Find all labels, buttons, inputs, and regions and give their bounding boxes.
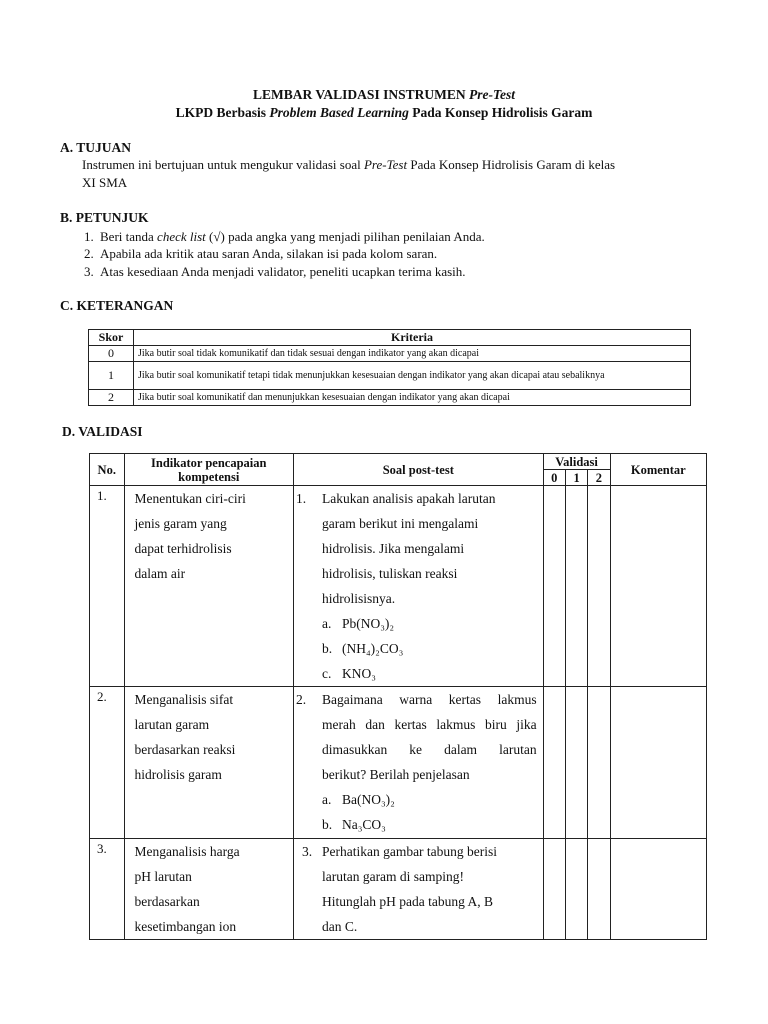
validasi-header-row: [90, 454, 707, 470]
score-cell-0[interactable]: [543, 486, 565, 687]
kriteria-cell: Jika butir soal komunikatif tetapi tidak menunjukkan kesesuaian dengan indikator yang akan dicapai atau sebaliknya: [134, 362, 691, 390]
table-row: [89, 346, 691, 362]
komentar-cell[interactable]: [610, 486, 706, 687]
col-header-validasi: Validasi: [543, 454, 610, 470]
kriteria-cell: Jika butir soal tidak komunikatif dan tidak sesuai dengan indikator yang akan dicapai: [134, 346, 691, 362]
skor-cell: 2: [89, 390, 134, 406]
section-heading-keterangan: C. KETERANGAN: [60, 298, 174, 313]
section-heading-validasi: D. VALIDASI: [62, 424, 143, 439]
section-heading-petunjuk: B. PETUNJUK: [60, 210, 149, 225]
komentar-cell[interactable]: [610, 687, 706, 839]
score-header-2: 2: [588, 470, 610, 486]
score-cell-0[interactable]: [543, 839, 565, 940]
score-cell-1[interactable]: [565, 687, 587, 839]
col-header-no: No.: [90, 454, 125, 486]
indikator-cell: Menganalisis harga pH larutan berdasarkan kesetimbangan ion: [124, 839, 293, 940]
table-row: [90, 687, 707, 839]
table-row: [89, 362, 691, 390]
keterangan-header-row: [89, 330, 691, 346]
petunjuk-item: 3. Atas kesediaan Anda menjadi validator, peneliti ucapkan terima kasih.: [84, 264, 466, 279]
komentar-cell[interactable]: [610, 839, 706, 940]
option-item: b. Na₃CO₃: [321, 817, 386, 832]
section-heading-tujuan: A. TUJUAN: [60, 140, 132, 155]
col-header-indikator: Indikator pencapaian kompetensi: [124, 454, 293, 486]
score-header-0: 0: [543, 470, 565, 486]
table-row: [90, 839, 707, 940]
indikator-cell: Menentukan ciri-ciri jenis garam yang dapat terhidrolisis dalam air: [124, 486, 293, 687]
kriteria-cell: Jika butir soal komunikatif dan menunjukkan kesesuaian dengan indikator yang akan dicapai: [134, 390, 691, 406]
soal-cell: 2. Bagaimana warna kertas lakmus merah dan kertas lakmus biru jika dimasukkan ke dalam larutan berikut? Berilah penjelasan a. Ba(NO₃)₂ b. Na₃CO₃: [293, 687, 543, 839]
option-item: b. (NH₄)₂CO₃: [321, 641, 404, 656]
soal-cell: 1. Lakukan analisis apakah larutan garam berikut ini mengalami hidrolisis. Jika mengalami hidrolisis, tuliskan reaksi hidrolisisnya. a. Pb(NO₃)₂ b. (NH₄)₂CO₃ c. KNO₃: [293, 486, 543, 687]
score-cell-2[interactable]: [588, 687, 610, 839]
table-row: [90, 486, 707, 687]
soal-cell: 3. Perhatikan gambar tabung berisi larutan garam di samping! Hitunglah pH pada tabung A, B dan C.: [293, 839, 543, 940]
row-number: 1.: [90, 486, 125, 687]
score-cell-2[interactable]: [588, 486, 610, 687]
score-cell-0[interactable]: [543, 687, 565, 839]
col-header-soal: Soal post-test: [293, 454, 543, 486]
col-header-komentar: Komentar: [610, 454, 706, 486]
score-cell-1[interactable]: [565, 839, 587, 940]
option-item: a. Ba(NO₃)₂: [321, 792, 395, 807]
petunjuk-item: 1. Beri tanda check list (√) pada angka yang menjadi pilihan penilaian Anda.: [84, 229, 485, 244]
petunjuk-item: 2. Apabila ada kritik atau saran Anda, silakan isi pada kolom saran.: [84, 246, 438, 261]
skor-cell: 1: [89, 362, 134, 390]
row-number: 3.: [90, 839, 125, 940]
document-title-line1: LEMBAR VALIDASI INSTRUMEN Pre-Test: [253, 87, 515, 102]
score-cell-2[interactable]: [588, 839, 610, 940]
option-item: c. KNO₃: [321, 666, 376, 681]
indikator-cell: Menganalisis sifat larutan garam berdasarkan reaksi hidrolisis garam: [124, 687, 293, 839]
validasi-table: [89, 453, 707, 940]
document-title-line2: LKPD Berbasis Problem Based Learning Pada Konsep Hidrolisis Garam: [175, 105, 593, 120]
score-header-1: 1: [565, 470, 587, 486]
skor-cell: 0: [89, 346, 134, 362]
col-header-skor: Skor: [89, 330, 134, 346]
tujuan-text: Instrumen ini bertujuan untuk mengukur validasi soal Pre-Test Pada Konsep Hidrolisis Garam di kelas XI SMA: [82, 157, 616, 190]
table-row: [89, 390, 691, 406]
row-number: 2.: [90, 687, 125, 839]
col-header-kriteria: Kriteria: [134, 330, 691, 346]
keterangan-table: [88, 329, 691, 406]
score-cell-1[interactable]: [565, 486, 587, 687]
option-item: a. Pb(NO₃)₂: [321, 616, 395, 631]
